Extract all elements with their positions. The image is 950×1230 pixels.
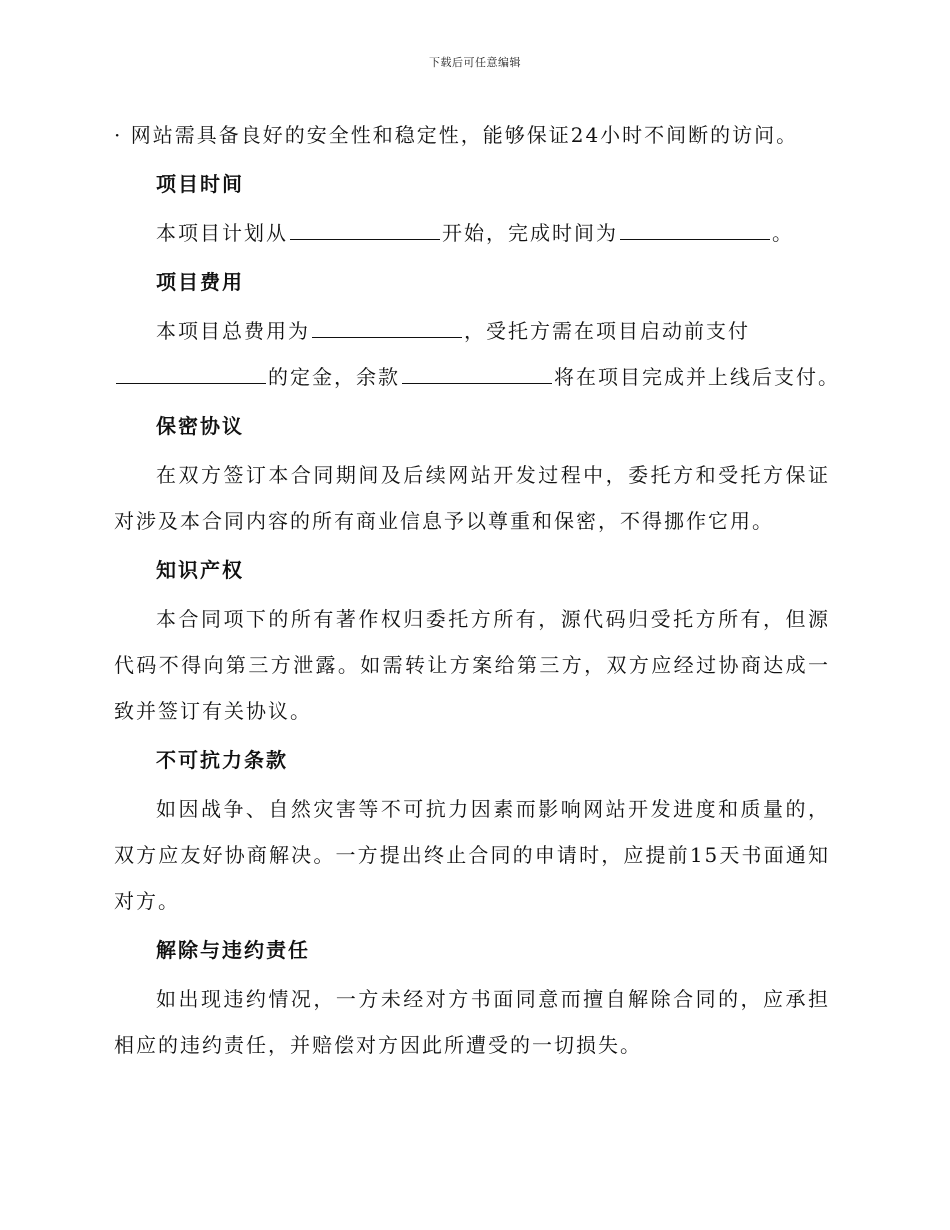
end-date-blank[interactable] [620,217,770,240]
heading-termination-breach: 解除与违约责任 [156,938,310,962]
confidentiality-body: 在双方签订本合同期间及后续网站开发过程中，委托方和受托方保证对涉及本合同内容的所有商业信息予以尊重和保密，不得挪作它用。 [114,463,830,533]
project-fee-text-4: 将在项目完成并上线后支付。 [554,365,840,389]
project-time-text-3: 。 [772,221,794,245]
heading-project-time: 项目时间 [156,172,244,196]
project-time-text-2: 开始，完成时间为 [442,221,618,245]
heading-project-fee: 项目费用 [156,270,244,294]
project-fee-line-1 [114,308,830,354]
balance-blank[interactable] [402,361,552,384]
document-body [114,112,840,1068]
project-fee-text-3: 的定金，余款 [268,365,400,389]
project-fee-text-2: ，受托方需在项目启动前支付 [464,319,750,343]
start-date-blank[interactable] [290,217,440,240]
heading-force-majeure: 不可抗力条款 [156,748,288,772]
page-header: 下载后可任意编辑 [429,56,521,69]
intellectual-property-body: 本合同项下的所有著作权归委托方所有，源代码归受托方所有，但源代码不得向第三方泄露。如需转让方案给第三方，双方应经过协商达成一致并签订有关协议。 [114,607,830,723]
project-time-line [114,210,830,256]
heading-intellectual-property: 知识产权 [156,558,244,582]
deposit-blank[interactable] [116,361,266,384]
project-time-text-1: 本项目计划从 [156,221,288,245]
project-fee-text-1: 本项目总费用为 [156,319,310,343]
termination-breach-body: 如出现违约情况，一方未经对方书面同意而擅自解除合同的，应承担相应的违约责任，并赔偿对方因此所遭受的一切损失。 [114,987,830,1057]
project-fee-line-2 [114,354,840,400]
bullet-requirement: · 网站需具备良好的安全性和稳定性，能够保证24小时不间断的访问。 [114,123,799,147]
heading-confidentiality: 保密协议 [156,414,244,438]
force-majeure-body: 如因战争、自然灾害等不可抗力因素而影响网站开发进度和质量的，双方应友好协商解决。一方提出终止合同的申请时，应提前15天书面通知对方。 [114,797,830,913]
total-fee-blank[interactable] [312,315,462,338]
